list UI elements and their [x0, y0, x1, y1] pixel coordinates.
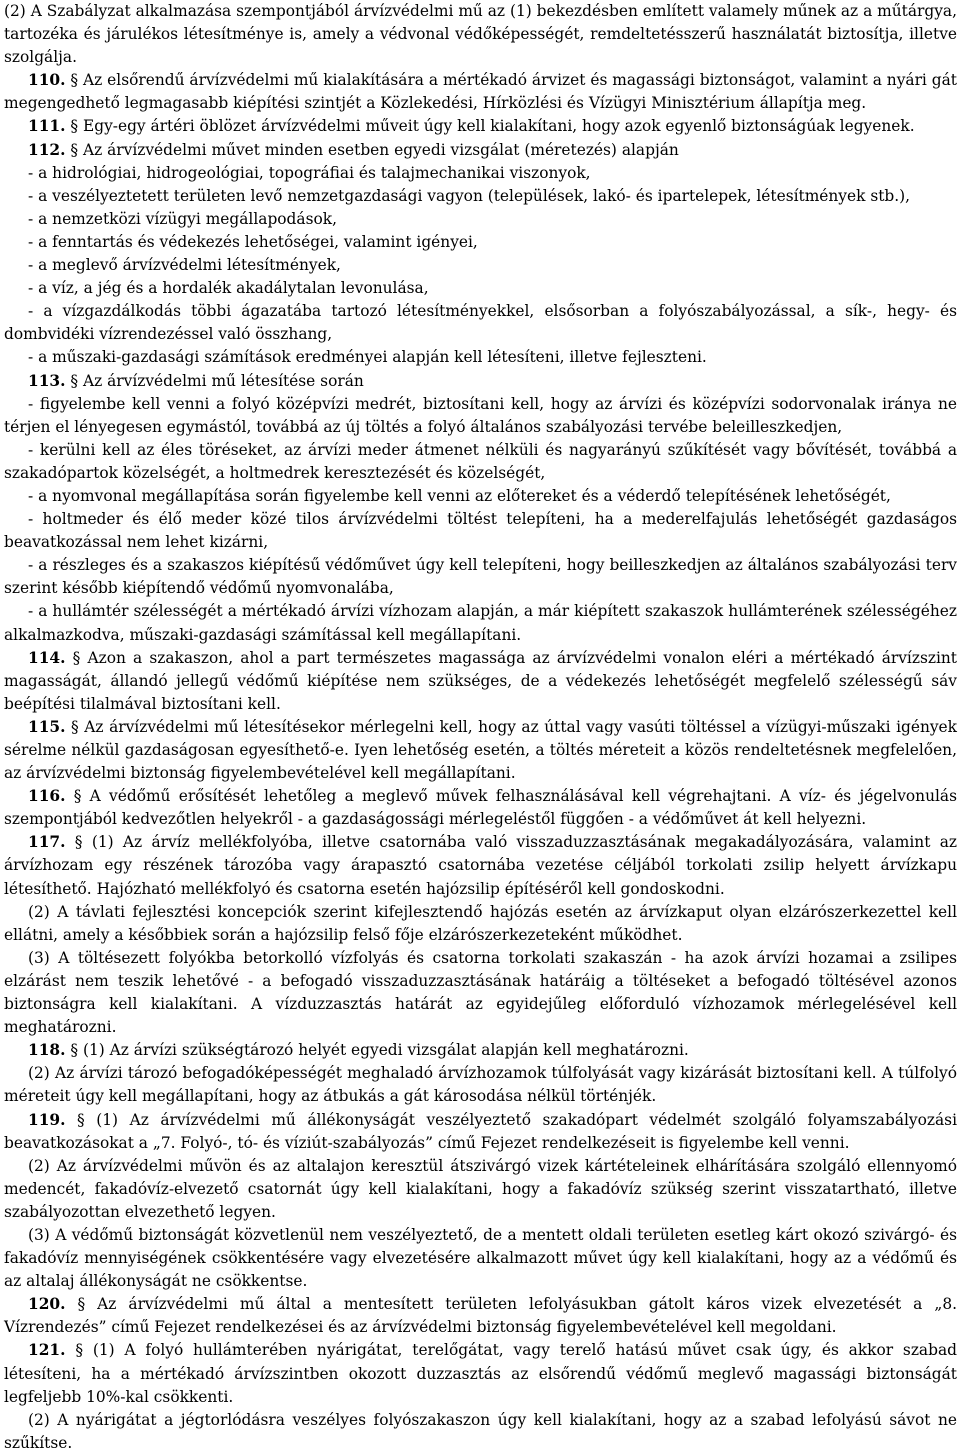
paragraph-text: - a vízgazdálkodás többi ágazatába tartozó létesítményekkel, elsősorban a folyószabályozással, a sík-, hegy- és dombvidéki vízrendezéssel való összhang, [4, 302, 957, 344]
section-number: 119. [28, 1110, 66, 1129]
section-paragraph [4, 647, 957, 716]
paragraph [4, 393, 957, 439]
paragraph-text: - a hullámtér szélességét a mértékadó árvízi vízhozam alapján, a már kiépített szakaszok hullámterének szélességéhez alkalmazkodva, műszaki-gazdasági számítással kell megállapítani. [4, 602, 957, 644]
paragraph [4, 162, 957, 185]
section-paragraph [4, 1293, 957, 1339]
paragraph-text: § Az árvízvédelmi művet minden esetben egyedi vizsgálat (méretezés) alapján [65, 140, 679, 159]
paragraph [4, 1224, 957, 1293]
paragraph [4, 1155, 957, 1224]
paragraph-text: § Az árvízvédelmi mű létesítése során [65, 371, 364, 390]
paragraph [4, 439, 957, 485]
paragraph [4, 300, 957, 346]
paragraph-text: - a víz, a jég és a hordalék akadálytalan levonulása, [28, 279, 429, 298]
section-paragraph [4, 716, 957, 785]
paragraph-text: - a hidrológiai, hidrogeológiai, topográfiai és talajmechanikai viszonyok, [28, 163, 591, 182]
paragraph-text: (2) A távlati fejlesztési koncepciók szerint kifejlesztendő hajózás esetén az árvízkaput olyan elzárószerkezettel kell ellátni, amely a későbbiek során a hajózsilip felső fője elzárószerkezeteként működhet. [4, 902, 957, 944]
paragraph [4, 254, 957, 277]
section-paragraph [4, 1039, 957, 1062]
paragraph-text: (2) A Szabályzat alkalmazása szempontjából árvízvédelmi mű az (1) bekezdésben említett valamely műnek az a műtárgya, tartozéka és járulékos létesítménye is, amely a védvonal védőképességét, remdeltetésszerű használatát biztosítja, illetve szolgálja. [4, 2, 957, 67]
paragraph [4, 485, 957, 508]
paragraph [4, 231, 957, 254]
paragraph-text: § Az elsőrendű árvízvédelmi mű kialakítására a mértékadó árvizet és magassági biztonságot, valamint a nyári gát megengedhető legmagasabb kiépítési szintjét a Közlekedési, Hírközlési és Vízügyi Minisztérium állapítja meg. [4, 71, 957, 113]
paragraph [4, 600, 957, 646]
paragraph-text: § (1) A folyó hullámterében nyárigátat, terelőgátat, vagy terelő hatású művet csak úgy, és akkor szabad létesíteni, ha a mértékadó árvízszintben okozott duzzasztás az elsőrendű védőmű meglevő magassági biztonságát legfeljebb 10%-kal csökkenti. [4, 1341, 957, 1406]
paragraph [4, 346, 957, 369]
section-number: 120. [28, 1295, 66, 1314]
paragraph-text: - a fenntartás és védekezés lehetőségei, valamint igényei, [28, 232, 478, 251]
paragraph-text: § (1) Az árvízi szükségtározó helyét egyedi vizsgálat alapján kell meghatározni. [65, 1041, 689, 1060]
section-number: 114. [28, 648, 66, 667]
paragraph-text: (2) A nyárigátat a jégtorlódásra veszélyes folyószakaszon úgy kell kialakítani, hogy az a szabad lefolyású sávot ne szűkítse. [4, 1410, 957, 1452]
section-paragraph [4, 139, 957, 162]
section-number: 112. [28, 140, 66, 159]
paragraph [4, 208, 957, 231]
section-number: 121. [28, 1341, 66, 1360]
paragraph-text: - a nemzetközi vízügyi megállapodások, [28, 209, 337, 228]
paragraph-text: (2) Az árvízi tározó befogadóképességét meghaladó árvízhozamok túlfolyását vagy kizárását biztosítani kell. A túlfolyó méreteit úgy kell megállapítani, hogy az átbukás a gát károsodása nélkül történjék. [4, 1064, 957, 1106]
paragraph-text: § (1) Az árvíz mellékfolyóba, illetve csatornába való visszaduzzasztásának megakadályozására, valamint az árvízhozam egy részének tározóba vagy árapasztó csatornába vezetése céljából torkolati zsilip helyett árvízkapu létesíthető. Hajózható mellékfolyó és csatorna esetén hajózsilip építéséről kell gondoskodni. [4, 833, 957, 898]
paragraph-text: § (1) Az árvízvédelmi mű állékonyságát veszélyeztető szakadópart védelmét szolgáló folyamszabályozási beavatkozásokat a „7. Folyó-, tó- és víziút-szabályozás” című Fejezet rendelkezéseit is figyelembe kell venni. [4, 1110, 957, 1152]
section-paragraph [4, 785, 957, 831]
paragraph [4, 508, 957, 554]
paragraph-text: - a nyomvonal megállapítása során figyelembe kell venni az előtereket és a véderdő telepítésének lehetőségét, [28, 486, 891, 505]
section-number: 117. [28, 833, 66, 852]
paragraph [4, 0, 957, 69]
paragraph [4, 1409, 957, 1455]
paragraph-text: § Azon a szakaszon, ahol a part természetes magassága az árvízvédelmi vonalon eléri a mértékadó árvízszint magasságát, állandó jellegű védőmű kiépítése nem szükséges, de a védekezés lehetőségét megfelelő szélességű sáv beépítési tilalmával biztosítani kell. [4, 648, 957, 713]
section-paragraph [4, 115, 957, 138]
section-number: 115. [28, 717, 66, 736]
section-number: 118. [28, 1041, 66, 1060]
section-number: 111. [28, 117, 66, 136]
paragraph-text: - a meglevő árvízvédelmi létesítmények, [28, 256, 341, 275]
paragraph [4, 947, 957, 1039]
section-paragraph [4, 1109, 957, 1155]
paragraph-text: (3) A töltésezett folyókba betorkolló vízfolyás és csatorna torkolati szakaszán - ha azok árvízi hozamai a zsilipes elzárást nem teszik lehetővé - a befogadó visszaduzzasztásának határáig a töltéseket a befogadó töltésével azonos biztonságra kell kialakítani. A vízduzzasztás határát az egyidejűleg előforduló vízhozamok mérlegelésével kell meghatározni. [4, 948, 957, 1037]
section-paragraph [4, 69, 957, 115]
paragraph-text: - a veszélyeztetett területen levő nemzetgazdasági vagyon (települések, lakó- és ipartelepek, létesítmények stb.), [28, 186, 911, 205]
section-paragraph [4, 370, 957, 393]
paragraph-text: § Egy-egy ártéri öblözet árvízvédelmi műveit úgy kell kialakítani, hogy azok egyenlő biztonságúak legyenek. [65, 117, 915, 136]
section-paragraph [4, 831, 957, 900]
paragraph [4, 901, 957, 947]
paragraph-text: § Az árvízvédelmi mű által a mentesített területen lefolyásukban gátolt káros vizek elvezetését a „8. Vízrendezés” című Fejezet rendelkezései és az árvízvédelmi biztonság figyelembevételével kell megoldani. [4, 1295, 957, 1337]
paragraph [4, 554, 957, 600]
paragraph-text: - figyelembe kell venni a folyó középvízi medrét, biztosítani kell, hogy az árvízi és középvízi sodorvonalak iránya ne térjen el lényegesen egymástól, továbbá az új töltés a folyó általános szabályozási tervébe beleilleszkedjen, [4, 394, 957, 436]
paragraph [4, 1062, 957, 1108]
section-number: 113. [28, 371, 66, 390]
paragraph-text: § A védőmű erősítését lehetőleg a meglevő művek felhasználásával kell végrehajtani. A víz- és jégelvonulás szempontjából kedvezőtlen helyekről - a gazdaságossági mérlegeléstől függően - a védőművet át kell helyezni. [4, 787, 957, 829]
section-number: 110. [28, 71, 66, 90]
paragraph-text: - kerülni kell az éles töréseket, az árvízi meder átmenet nélküli és nagyarányú szűkítését vagy bővítését, továbbá a szakadópartok közelségét, a holtmedrek keresztezését és közelségét, [4, 440, 957, 482]
document-body [4, 0, 957, 1455]
paragraph [4, 277, 957, 300]
paragraph-text: - a részleges és a szakaszos kiépítésű védőművet úgy kell telepíteni, hogy beilleszkedjen az általános szabályozási terv szerint később kiépítendő védőmű nyomvonalába, [4, 556, 957, 598]
paragraph-text: (2) Az árvízvédelmi művön és az altalajon keresztül átszivárgó vizek kártételeinek elhárítására szolgáló ellennyomó medencét, fakadóvíz-elvezető csatornát úgy kell kialakítani, hogy a fakadóvíz szükség szerint visszatartható, illetve szabályozottan elvezethető legyen. [4, 1156, 957, 1221]
section-number: 116. [28, 787, 66, 806]
section-paragraph [4, 1339, 957, 1408]
paragraph-text: (3) A védőmű biztonságát közvetlenül nem veszélyeztető, de a mentett oldali területen esetleg kárt okozó szivárgó- és fakadóvíz mennyiségének csökkentésére vagy elvezetésére alkalmazott művet úgy kell kialakítani, hogy az a védőmű és az altalaj állékonyságát ne csökkentse. [4, 1225, 957, 1291]
paragraph [4, 185, 957, 208]
paragraph-text: § Az árvízvédelmi mű létesítésekor mérlegelni kell, hogy az úttal vagy vasúti töltéssel a vízügyi-műszaki igények sérelme nélkül gazdaságosan egyesíthető-e. Iyen lehetőség esetén, a töltés méreteit a közös rendeltetésnek megfelelően, az árvízvédelmi biztonság figyelembevételével kell megállapítani. [4, 717, 957, 783]
paragraph-text: - holtmeder és élő meder közé tilos árvízvédelmi töltést telepíteni, ha a mederelfajulás lehetőségét gazdaságos beavatkozással nem lehet kizárni, [4, 510, 957, 552]
paragraph-text: - a műszaki-gazdasági számítások eredményei alapján kell létesíteni, illetve fejleszteni. [28, 348, 707, 367]
